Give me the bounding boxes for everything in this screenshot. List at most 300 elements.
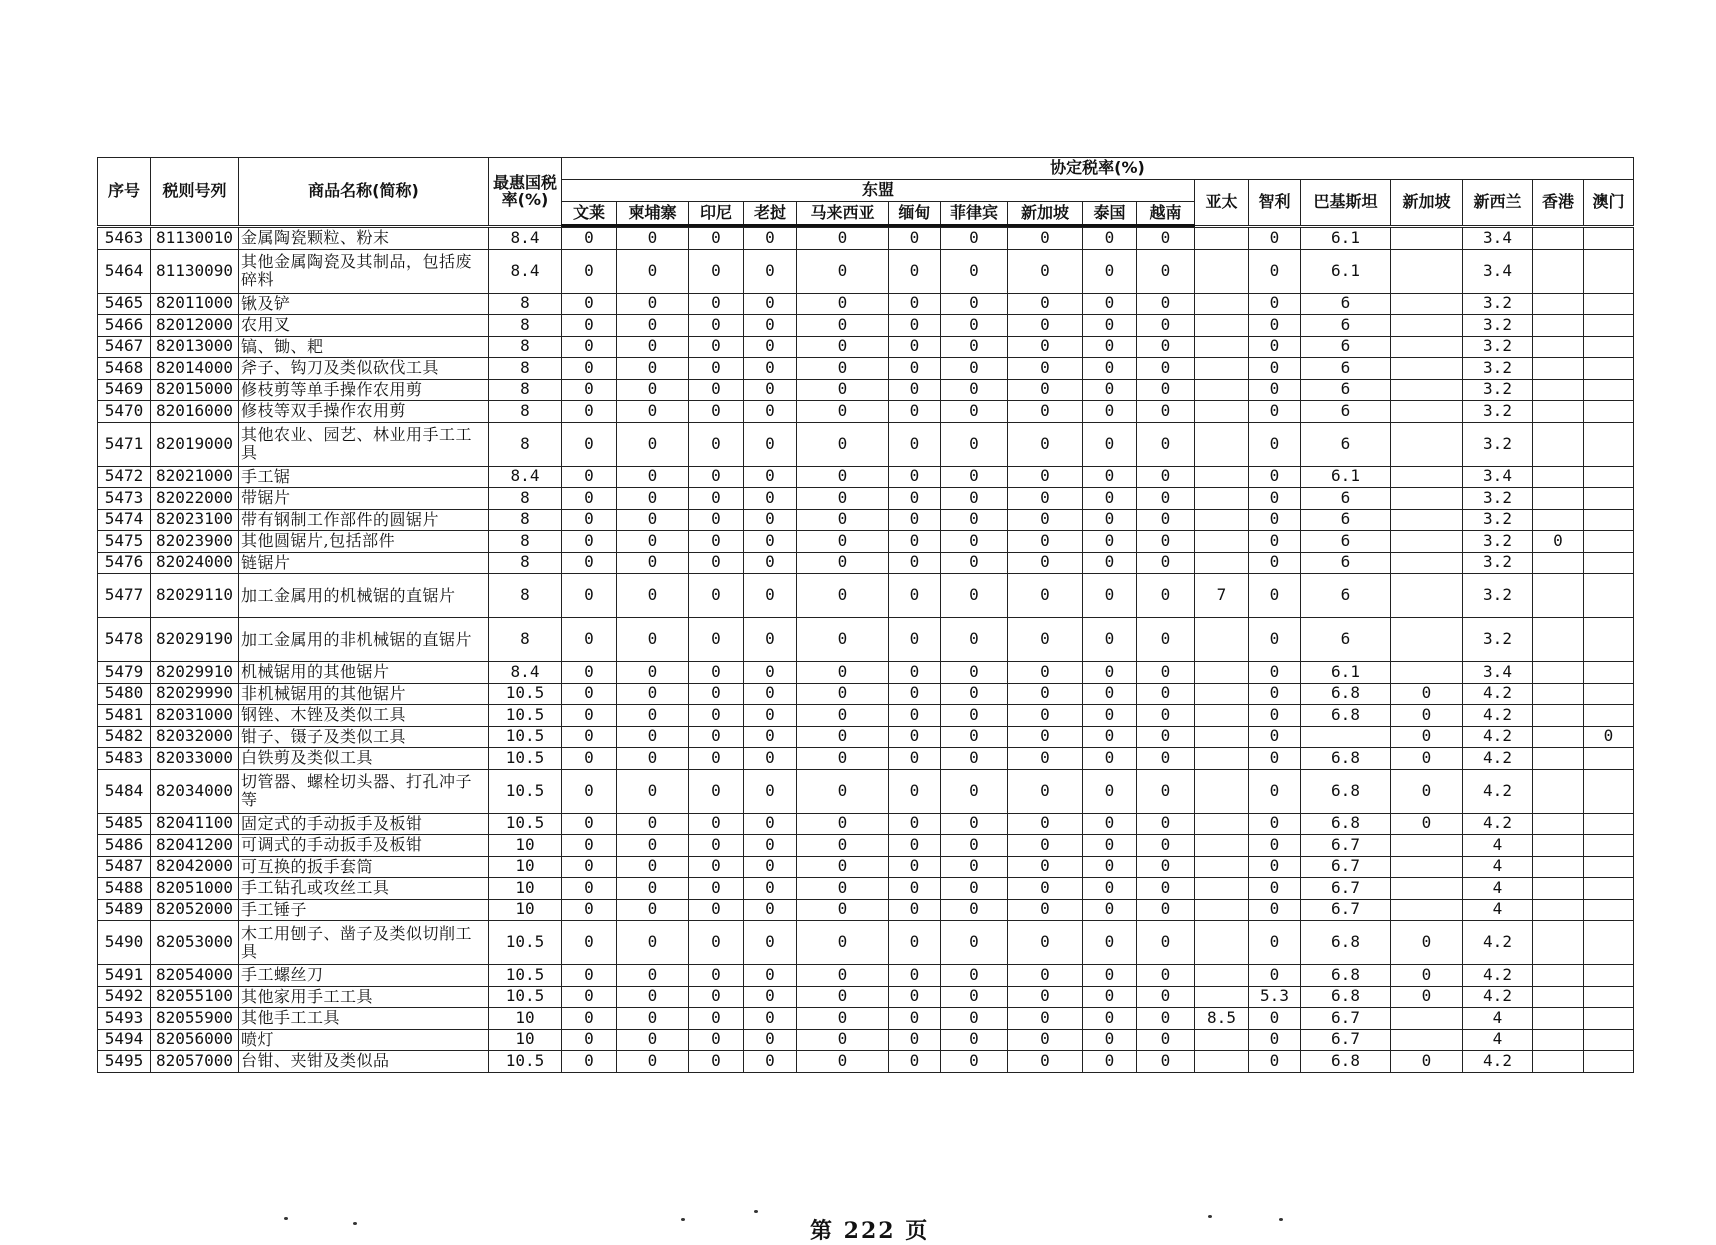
cell-mfn: 8 bbox=[489, 574, 562, 618]
cell-asean-rate: 0 bbox=[562, 488, 617, 510]
cell-seq: 5474 bbox=[98, 509, 151, 531]
cell-asean-rate: 0 bbox=[1137, 726, 1195, 748]
cell-asean-rate: 0 bbox=[744, 552, 797, 574]
cell-asean-rate: 0 bbox=[889, 705, 941, 727]
cell-chile: 0 bbox=[1249, 856, 1301, 878]
cell-asean-rate: 0 bbox=[1008, 531, 1083, 553]
cell-asean-rate: 0 bbox=[1008, 488, 1083, 510]
cell-asean-rate: 0 bbox=[1083, 293, 1137, 315]
cell-apta bbox=[1195, 466, 1249, 488]
cell-singapore bbox=[1391, 315, 1463, 337]
cell-chile: 0 bbox=[1249, 315, 1301, 337]
cell-asean-rate: 0 bbox=[1008, 466, 1083, 488]
cell-asean-rate: 0 bbox=[1137, 228, 1195, 250]
cell-code: 82032000 bbox=[151, 726, 239, 748]
header-code: 税则号列 bbox=[151, 158, 239, 226]
table-row bbox=[98, 358, 1634, 380]
cell-asean-rate: 0 bbox=[889, 769, 941, 813]
cell-asean-rate: 0 bbox=[617, 965, 689, 987]
cell-newzealand: 4.2 bbox=[1463, 705, 1533, 727]
cell-newzealand: 3.2 bbox=[1463, 336, 1533, 358]
cell-newzealand: 4.2 bbox=[1463, 748, 1533, 770]
cell-asean-rate: 0 bbox=[889, 965, 941, 987]
cell-asean-rate: 0 bbox=[941, 488, 1008, 510]
cell-apta bbox=[1195, 422, 1249, 466]
cell-hongkong bbox=[1533, 662, 1584, 684]
cell-asean-rate: 0 bbox=[689, 552, 744, 574]
cell-chile: 0 bbox=[1249, 358, 1301, 380]
cell-pakistan: 6 bbox=[1301, 293, 1391, 315]
cell-asean-rate: 0 bbox=[889, 748, 941, 770]
cell-mfn: 8 bbox=[489, 552, 562, 574]
cell-asean-rate: 0 bbox=[1008, 662, 1083, 684]
cell-mfn: 8 bbox=[489, 358, 562, 380]
cell-macau bbox=[1584, 683, 1634, 705]
cell-code: 82029110 bbox=[151, 574, 239, 618]
header-apta: 亚太 bbox=[1195, 180, 1249, 226]
cell-apta bbox=[1195, 1029, 1249, 1051]
cell-asean-rate: 0 bbox=[1083, 683, 1137, 705]
cell-asean-rate: 0 bbox=[562, 769, 617, 813]
table-row bbox=[98, 705, 1634, 727]
cell-seq: 5494 bbox=[98, 1029, 151, 1051]
cell-asean-rate: 0 bbox=[744, 899, 797, 921]
cell-chile: 0 bbox=[1249, 618, 1301, 662]
cell-asean-rate: 0 bbox=[797, 509, 889, 531]
header-chile: 智利 bbox=[1249, 180, 1301, 226]
cell-asean-rate: 0 bbox=[744, 336, 797, 358]
cell-mfn: 10 bbox=[489, 899, 562, 921]
cell-name: 可调式的手动扳手及板钳 bbox=[239, 835, 489, 857]
cell-asean-rate: 0 bbox=[617, 856, 689, 878]
cell-asean-rate: 0 bbox=[744, 293, 797, 315]
cell-seq: 5486 bbox=[98, 835, 151, 857]
cell-chile: 0 bbox=[1249, 748, 1301, 770]
cell-asean-rate: 0 bbox=[941, 856, 1008, 878]
cell-apta bbox=[1195, 552, 1249, 574]
cell-asean-rate: 0 bbox=[941, 422, 1008, 466]
cell-asean-rate: 0 bbox=[1137, 466, 1195, 488]
cell-asean-rate: 0 bbox=[1008, 899, 1083, 921]
cell-asean-rate: 0 bbox=[889, 856, 941, 878]
cell-hongkong bbox=[1533, 618, 1584, 662]
cell-asean-rate: 0 bbox=[617, 748, 689, 770]
cell-asean-rate: 0 bbox=[689, 315, 744, 337]
cell-mfn: 8.4 bbox=[489, 662, 562, 684]
cell-asean-rate: 0 bbox=[617, 531, 689, 553]
cell-asean-rate: 0 bbox=[744, 488, 797, 510]
cell-asean-rate: 0 bbox=[617, 921, 689, 965]
cell-asean-rate: 0 bbox=[889, 379, 941, 401]
cell-asean-rate: 0 bbox=[1137, 249, 1195, 293]
cell-code: 82011000 bbox=[151, 293, 239, 315]
cell-asean-rate: 0 bbox=[1008, 748, 1083, 770]
cell-singapore bbox=[1391, 552, 1463, 574]
cell-asean-rate: 0 bbox=[1137, 835, 1195, 857]
cell-seq: 5482 bbox=[98, 726, 151, 748]
cell-newzealand: 4 bbox=[1463, 1008, 1533, 1030]
cell-pakistan: 6 bbox=[1301, 358, 1391, 380]
cell-hongkong bbox=[1533, 249, 1584, 293]
cell-apta bbox=[1195, 1051, 1249, 1073]
cell-asean-rate: 0 bbox=[1083, 315, 1137, 337]
cell-asean-rate: 0 bbox=[1137, 379, 1195, 401]
cell-asean-rate: 0 bbox=[1008, 1029, 1083, 1051]
cell-asean-rate: 0 bbox=[889, 878, 941, 900]
table-row bbox=[98, 509, 1634, 531]
cell-hongkong bbox=[1533, 552, 1584, 574]
cell-code: 81130090 bbox=[151, 249, 239, 293]
cell-asean-rate: 0 bbox=[889, 1051, 941, 1073]
cell-asean-rate: 0 bbox=[617, 1029, 689, 1051]
cell-seq: 5470 bbox=[98, 401, 151, 423]
cell-singapore bbox=[1391, 835, 1463, 857]
cell-newzealand: 3.4 bbox=[1463, 662, 1533, 684]
cell-chile: 0 bbox=[1249, 379, 1301, 401]
header-asean-country: 缅甸 bbox=[889, 202, 941, 226]
cell-asean-rate: 0 bbox=[1083, 662, 1137, 684]
cell-macau bbox=[1584, 531, 1634, 553]
cell-asean-rate: 0 bbox=[1083, 835, 1137, 857]
cell-asean-rate: 0 bbox=[562, 401, 617, 423]
cell-code: 82024000 bbox=[151, 552, 239, 574]
cell-asean-rate: 0 bbox=[617, 552, 689, 574]
cell-asean-rate: 0 bbox=[941, 813, 1008, 835]
cell-asean-rate: 0 bbox=[617, 509, 689, 531]
cell-chile: 0 bbox=[1249, 401, 1301, 423]
cell-asean-rate: 0 bbox=[562, 293, 617, 315]
cell-hongkong bbox=[1533, 769, 1584, 813]
cell-asean-rate: 0 bbox=[744, 683, 797, 705]
cell-asean-rate: 0 bbox=[797, 422, 889, 466]
cell-code: 82056000 bbox=[151, 1029, 239, 1051]
cell-newzealand: 4.2 bbox=[1463, 769, 1533, 813]
cell-seq: 5485 bbox=[98, 813, 151, 835]
cell-singapore: 0 bbox=[1391, 705, 1463, 727]
cell-asean-rate: 0 bbox=[562, 466, 617, 488]
cell-mfn: 8.4 bbox=[489, 466, 562, 488]
cell-asean-rate: 0 bbox=[797, 228, 889, 250]
cell-newzealand: 3.2 bbox=[1463, 488, 1533, 510]
cell-asean-rate: 0 bbox=[562, 662, 617, 684]
cell-newzealand: 3.2 bbox=[1463, 293, 1533, 315]
cell-asean-rate: 0 bbox=[562, 965, 617, 987]
table-row bbox=[98, 422, 1634, 466]
cell-chile: 0 bbox=[1249, 293, 1301, 315]
cell-asean-rate: 0 bbox=[689, 878, 744, 900]
cell-asean-rate: 0 bbox=[889, 466, 941, 488]
cell-newzealand: 4 bbox=[1463, 835, 1533, 857]
cell-macau bbox=[1584, 878, 1634, 900]
scan-speck bbox=[1208, 1215, 1212, 1218]
header-asean-country: 马来西亚 bbox=[797, 202, 889, 226]
cell-macau bbox=[1584, 965, 1634, 987]
table-body bbox=[98, 228, 1634, 1073]
cell-asean-rate: 0 bbox=[941, 878, 1008, 900]
cell-asean-rate: 0 bbox=[1137, 336, 1195, 358]
cell-macau bbox=[1584, 856, 1634, 878]
cell-macau bbox=[1584, 466, 1634, 488]
cell-apta bbox=[1195, 769, 1249, 813]
cell-asean-rate: 0 bbox=[562, 921, 617, 965]
cell-asean-rate: 0 bbox=[797, 618, 889, 662]
cell-chile: 0 bbox=[1249, 878, 1301, 900]
cell-asean-rate: 0 bbox=[689, 488, 744, 510]
cell-singapore bbox=[1391, 379, 1463, 401]
cell-asean-rate: 0 bbox=[797, 531, 889, 553]
cell-seq: 5463 bbox=[98, 228, 151, 250]
cell-hongkong bbox=[1533, 358, 1584, 380]
cell-asean-rate: 0 bbox=[1137, 293, 1195, 315]
cell-singapore: 0 bbox=[1391, 813, 1463, 835]
cell-pakistan: 6.7 bbox=[1301, 878, 1391, 900]
cell-hongkong bbox=[1533, 315, 1584, 337]
cell-seq: 5491 bbox=[98, 965, 151, 987]
header-asean-country: 老挝 bbox=[744, 202, 797, 226]
cell-asean-rate: 0 bbox=[941, 358, 1008, 380]
cell-seq: 5489 bbox=[98, 899, 151, 921]
cell-singapore bbox=[1391, 574, 1463, 618]
cell-seq: 5481 bbox=[98, 705, 151, 727]
cell-asean-rate: 0 bbox=[744, 856, 797, 878]
cell-newzealand: 4 bbox=[1463, 878, 1533, 900]
cell-asean-rate: 0 bbox=[562, 986, 617, 1008]
cell-code: 82054000 bbox=[151, 965, 239, 987]
cell-mfn: 10.5 bbox=[489, 965, 562, 987]
cell-hongkong bbox=[1533, 401, 1584, 423]
cell-asean-rate: 0 bbox=[1137, 315, 1195, 337]
table-row bbox=[98, 618, 1634, 662]
cell-asean-rate: 0 bbox=[617, 1008, 689, 1030]
cell-hongkong bbox=[1533, 748, 1584, 770]
cell-name: 带锯片 bbox=[239, 488, 489, 510]
cell-asean-rate: 0 bbox=[1083, 965, 1137, 987]
cell-asean-rate: 0 bbox=[562, 531, 617, 553]
cell-asean-rate: 0 bbox=[797, 401, 889, 423]
cell-macau bbox=[1584, 835, 1634, 857]
cell-code: 82029190 bbox=[151, 618, 239, 662]
cell-macau bbox=[1584, 705, 1634, 727]
cell-name: 修枝等双手操作农用剪 bbox=[239, 401, 489, 423]
cell-asean-rate: 0 bbox=[889, 488, 941, 510]
table-row bbox=[98, 769, 1634, 813]
cell-asean-rate: 0 bbox=[797, 835, 889, 857]
cell-newzealand: 4.2 bbox=[1463, 986, 1533, 1008]
cell-apta bbox=[1195, 228, 1249, 250]
cell-asean-rate: 0 bbox=[617, 574, 689, 618]
cell-newzealand: 3.2 bbox=[1463, 618, 1533, 662]
cell-asean-rate: 0 bbox=[1137, 986, 1195, 1008]
cell-macau bbox=[1584, 618, 1634, 662]
cell-chile: 0 bbox=[1249, 683, 1301, 705]
cell-asean-rate: 0 bbox=[689, 509, 744, 531]
cell-code: 82029910 bbox=[151, 662, 239, 684]
cell-hongkong bbox=[1533, 856, 1584, 878]
cell-asean-rate: 0 bbox=[562, 249, 617, 293]
cell-seq: 5466 bbox=[98, 315, 151, 337]
cell-asean-rate: 0 bbox=[744, 574, 797, 618]
cell-asean-rate: 0 bbox=[889, 315, 941, 337]
cell-asean-rate: 0 bbox=[1083, 531, 1137, 553]
cell-seq: 5487 bbox=[98, 856, 151, 878]
cell-asean-rate: 0 bbox=[617, 315, 689, 337]
scan-speck bbox=[284, 1217, 288, 1220]
cell-hongkong bbox=[1533, 878, 1584, 900]
cell-asean-rate: 0 bbox=[1137, 705, 1195, 727]
cell-code: 82041200 bbox=[151, 835, 239, 857]
cell-name: 钢锉、木锉及类似工具 bbox=[239, 705, 489, 727]
cell-chile: 0 bbox=[1249, 921, 1301, 965]
cell-singapore bbox=[1391, 856, 1463, 878]
cell-asean-rate: 0 bbox=[797, 315, 889, 337]
header-asean-country: 印尼 bbox=[689, 202, 744, 226]
cell-asean-rate: 0 bbox=[562, 358, 617, 380]
cell-asean-rate: 0 bbox=[562, 1051, 617, 1073]
cell-asean-rate: 0 bbox=[689, 401, 744, 423]
cell-asean-rate: 0 bbox=[617, 705, 689, 727]
cell-mfn: 8 bbox=[489, 422, 562, 466]
cell-asean-rate: 0 bbox=[889, 662, 941, 684]
cell-asean-rate: 0 bbox=[1083, 878, 1137, 900]
header-pakistan: 巴基斯坦 bbox=[1301, 180, 1391, 226]
cell-asean-rate: 0 bbox=[617, 466, 689, 488]
cell-hongkong bbox=[1533, 1051, 1584, 1073]
cell-seq: 5479 bbox=[98, 662, 151, 684]
cell-code: 82055100 bbox=[151, 986, 239, 1008]
cell-singapore bbox=[1391, 401, 1463, 423]
scan-speck bbox=[681, 1218, 685, 1221]
cell-chile: 0 bbox=[1249, 705, 1301, 727]
cell-asean-rate: 0 bbox=[744, 921, 797, 965]
cell-asean-rate: 0 bbox=[617, 249, 689, 293]
cell-asean-rate: 0 bbox=[744, 748, 797, 770]
cell-code: 82057000 bbox=[151, 1051, 239, 1073]
cell-asean-rate: 0 bbox=[1137, 422, 1195, 466]
cell-mfn: 10 bbox=[489, 856, 562, 878]
cell-asean-rate: 0 bbox=[617, 379, 689, 401]
cell-mfn: 8.4 bbox=[489, 228, 562, 250]
scan-speck bbox=[353, 1222, 357, 1225]
table-row bbox=[98, 683, 1634, 705]
cell-hongkong bbox=[1533, 965, 1584, 987]
cell-asean-rate: 0 bbox=[1137, 1008, 1195, 1030]
cell-asean-rate: 0 bbox=[744, 422, 797, 466]
cell-macau bbox=[1584, 769, 1634, 813]
cell-apta bbox=[1195, 379, 1249, 401]
cell-asean-rate: 0 bbox=[1008, 856, 1083, 878]
cell-asean-rate: 0 bbox=[562, 813, 617, 835]
header-asean-country: 新加坡 bbox=[1008, 202, 1083, 226]
cell-asean-rate: 0 bbox=[1008, 878, 1083, 900]
cell-asean-rate: 0 bbox=[797, 748, 889, 770]
cell-asean-rate: 0 bbox=[617, 1051, 689, 1073]
cell-asean-rate: 0 bbox=[889, 618, 941, 662]
table-row bbox=[98, 835, 1634, 857]
cell-asean-rate: 0 bbox=[941, 705, 1008, 727]
cell-pakistan: 6.8 bbox=[1301, 986, 1391, 1008]
cell-mfn: 10.5 bbox=[489, 726, 562, 748]
cell-asean-rate: 0 bbox=[1008, 965, 1083, 987]
cell-pakistan: 6 bbox=[1301, 336, 1391, 358]
cell-name: 其他金属陶瓷及其制品，包括废碎料 bbox=[239, 249, 489, 293]
cell-asean-rate: 0 bbox=[689, 466, 744, 488]
cell-singapore bbox=[1391, 249, 1463, 293]
cell-mfn: 8 bbox=[489, 531, 562, 553]
header-asean-country: 泰国 bbox=[1083, 202, 1137, 226]
cell-asean-rate: 0 bbox=[689, 618, 744, 662]
cell-asean-rate: 0 bbox=[689, 705, 744, 727]
cell-asean-rate: 0 bbox=[797, 683, 889, 705]
cell-asean-rate: 0 bbox=[689, 921, 744, 965]
cell-asean-rate: 0 bbox=[941, 228, 1008, 250]
cell-asean-rate: 0 bbox=[797, 965, 889, 987]
cell-name: 链锯片 bbox=[239, 552, 489, 574]
cell-asean-rate: 0 bbox=[889, 531, 941, 553]
cell-asean-rate: 0 bbox=[1083, 488, 1137, 510]
cell-asean-rate: 0 bbox=[1083, 618, 1137, 662]
cell-asean-rate: 0 bbox=[744, 531, 797, 553]
cell-asean-rate: 0 bbox=[562, 856, 617, 878]
header-asean-country: 菲律宾 bbox=[941, 202, 1008, 226]
cell-name: 修枝剪等单手操作农用剪 bbox=[239, 379, 489, 401]
table-row bbox=[98, 531, 1634, 553]
cell-asean-rate: 0 bbox=[562, 552, 617, 574]
table-row bbox=[98, 1051, 1634, 1073]
cell-pakistan: 6.8 bbox=[1301, 1051, 1391, 1073]
cell-pakistan: 6 bbox=[1301, 531, 1391, 553]
cell-singapore: 0 bbox=[1391, 965, 1463, 987]
cell-hongkong bbox=[1533, 986, 1584, 1008]
cell-hongkong bbox=[1533, 921, 1584, 965]
cell-code: 82031000 bbox=[151, 705, 239, 727]
cell-asean-rate: 0 bbox=[744, 466, 797, 488]
cell-macau bbox=[1584, 358, 1634, 380]
cell-mfn: 10.5 bbox=[489, 1051, 562, 1073]
cell-asean-rate: 0 bbox=[562, 228, 617, 250]
cell-code: 82041100 bbox=[151, 813, 239, 835]
cell-singapore: 0 bbox=[1391, 748, 1463, 770]
cell-asean-rate: 0 bbox=[617, 683, 689, 705]
cell-asean-rate: 0 bbox=[941, 1051, 1008, 1073]
page-number: 第 222 页 bbox=[810, 1218, 930, 1244]
cell-newzealand: 3.2 bbox=[1463, 509, 1533, 531]
cell-apta bbox=[1195, 726, 1249, 748]
cell-pakistan: 6 bbox=[1301, 379, 1391, 401]
cell-macau bbox=[1584, 422, 1634, 466]
cell-hongkong bbox=[1533, 509, 1584, 531]
cell-asean-rate: 0 bbox=[889, 358, 941, 380]
cell-asean-rate: 0 bbox=[689, 769, 744, 813]
cell-asean-rate: 0 bbox=[617, 835, 689, 857]
cell-asean-rate: 0 bbox=[941, 1008, 1008, 1030]
cell-name: 木工用刨子、凿子及类似切削工具 bbox=[239, 921, 489, 965]
cell-asean-rate: 0 bbox=[1083, 228, 1137, 250]
cell-asean-rate: 0 bbox=[1083, 1008, 1137, 1030]
cell-asean-rate: 0 bbox=[744, 358, 797, 380]
table-row bbox=[98, 748, 1634, 770]
cell-mfn: 10.5 bbox=[489, 705, 562, 727]
cell-asean-rate: 0 bbox=[744, 835, 797, 857]
table-row bbox=[98, 662, 1634, 684]
cell-chile: 0 bbox=[1249, 531, 1301, 553]
cell-singapore bbox=[1391, 1008, 1463, 1030]
cell-pakistan bbox=[1301, 726, 1391, 748]
cell-asean-rate: 0 bbox=[1008, 315, 1083, 337]
cell-name: 白铁剪及类似工具 bbox=[239, 748, 489, 770]
cell-name: 非机械锯用的其他锯片 bbox=[239, 683, 489, 705]
cell-asean-rate: 0 bbox=[1008, 813, 1083, 835]
cell-singapore bbox=[1391, 662, 1463, 684]
